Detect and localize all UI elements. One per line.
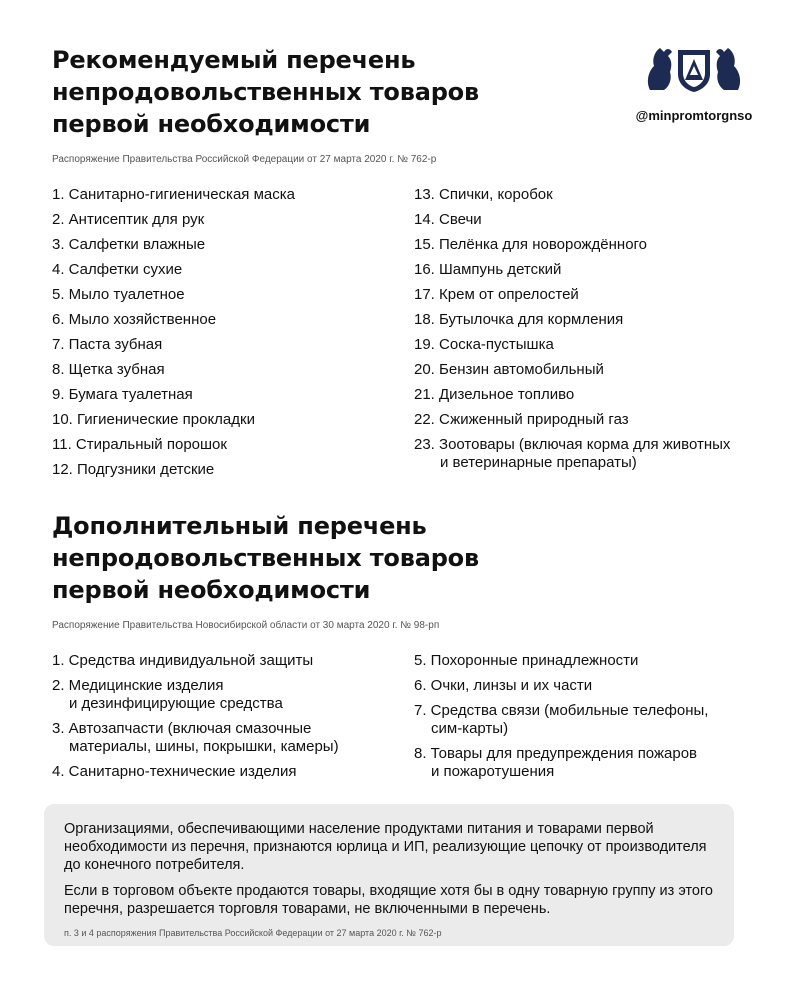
list-item: 2. Антисептик для рук <box>52 211 205 228</box>
list-item-line: 7. Средства связи (мобильные телефоны, <box>414 702 709 719</box>
list-item-line: 8. Товары для предупреждения пожаров <box>414 745 698 762</box>
list-item-line: и дезинфицирующие средства <box>69 695 283 712</box>
section-additional <box>52 510 760 631</box>
list-item: 17. Крем от опрелостей <box>414 286 579 303</box>
list-item: 22. Сжиженный природный газ <box>414 411 629 428</box>
list-item: 14. Свечи <box>414 211 482 228</box>
list-item <box>52 677 414 713</box>
list-item: 21. Дизельное топливо <box>414 386 575 403</box>
list-item <box>414 702 744 738</box>
list-item: 11. Стиральный порошок <box>52 436 227 453</box>
recommended-list <box>52 186 754 486</box>
list-item: 1. Средства индивидуальной защиты <box>52 652 314 669</box>
list-item: 18. Бутылочка для кормления <box>414 311 624 328</box>
list-item: 5. Мыло туалетное <box>52 286 185 303</box>
list-item: 6. Очки, линзы и их части <box>414 677 593 694</box>
list-item: 6. Мыло хозяйственное <box>52 311 217 328</box>
list-item: 9. Бумага туалетная <box>52 386 193 403</box>
list-item: 3. Салфетки влажные <box>52 236 206 253</box>
list-column-right <box>414 186 754 486</box>
list-item-line: и ветеринарные препараты) <box>440 454 637 471</box>
list-item: 13. Спички, коробок <box>414 186 553 203</box>
list-item: 20. Бензин автомобильный <box>414 361 604 378</box>
logo <box>634 44 754 123</box>
list-column-left <box>52 186 414 486</box>
list-item <box>52 720 414 756</box>
list-item: 5. Похоронные принадлежности <box>414 652 639 669</box>
list-item: 4. Санитарно-технические изделия <box>52 763 297 780</box>
list-item: 15. Пелёнка для новорождённого <box>414 236 648 253</box>
list-item-line: 3. Автозапчасти (включая смазочные <box>52 720 312 737</box>
info-reference: п. 3 и 4 распоряжения Правительства Российской Федерации от 27 марта 2020 г. № 762-р <box>64 928 442 938</box>
list-item-line: и пожаротушения <box>431 763 555 780</box>
list-item-line: сим-карты) <box>431 720 509 737</box>
source-note: Распоряжение Правительства Российской Федерации от 27 марта 2020 г. № 762-р <box>52 154 437 165</box>
additional-list <box>52 652 744 788</box>
list-item: 16. Шампунь детский <box>414 261 562 278</box>
list-item <box>414 745 744 781</box>
list-item: 10. Гигиенические прокладки <box>52 411 255 428</box>
page-title: Рекомендуемый перечень непродовольственных товаров первой необходимости <box>52 46 479 138</box>
list-item-line: 23. Зоотовары (включая корма для животных <box>414 436 731 453</box>
list-item: 4. Салфетки сухие <box>52 261 183 278</box>
coat-of-arms-icon <box>644 44 744 94</box>
source-note: Распоряжение Правительства Новосибирской области от 30 марта 2020 г. № 98-рп <box>52 620 440 631</box>
section-title: Дополнительный перечень непродовольственных товаров первой необходимости <box>52 512 479 604</box>
social-handle: @minpromtorgnso <box>635 108 753 123</box>
list-item: 7. Паста зубная <box>52 336 163 353</box>
list-item <box>414 436 754 472</box>
list-column-left <box>52 652 414 788</box>
list-item: 12. Подгузники детские <box>52 461 215 478</box>
list-item: 19. Соска-пустышка <box>414 336 554 353</box>
info-paragraph: Если в торговом объекте продаются товары, входящие хотя бы в одну товарную группу из этого перечня, разрешается торговля товарами, не включенными в перечень. <box>64 883 713 917</box>
list-item: 8. Щетка зубная <box>52 361 165 378</box>
info-box <box>44 804 734 946</box>
list-item: 1. Санитарно-гигиеническая маска <box>52 186 295 203</box>
list-column-right <box>414 652 744 788</box>
list-item-line: 2. Медицинские изделия <box>52 677 224 694</box>
list-item-line: материалы, шины, покрышки, камеры) <box>69 738 339 755</box>
info-paragraph: Организациями, обеспечивающими население продуктами питания и товарами первой необходимости из перечня, признаются юрлица и ИП, реализующие цепочку от производителя до конечного потребителя. <box>64 821 707 873</box>
